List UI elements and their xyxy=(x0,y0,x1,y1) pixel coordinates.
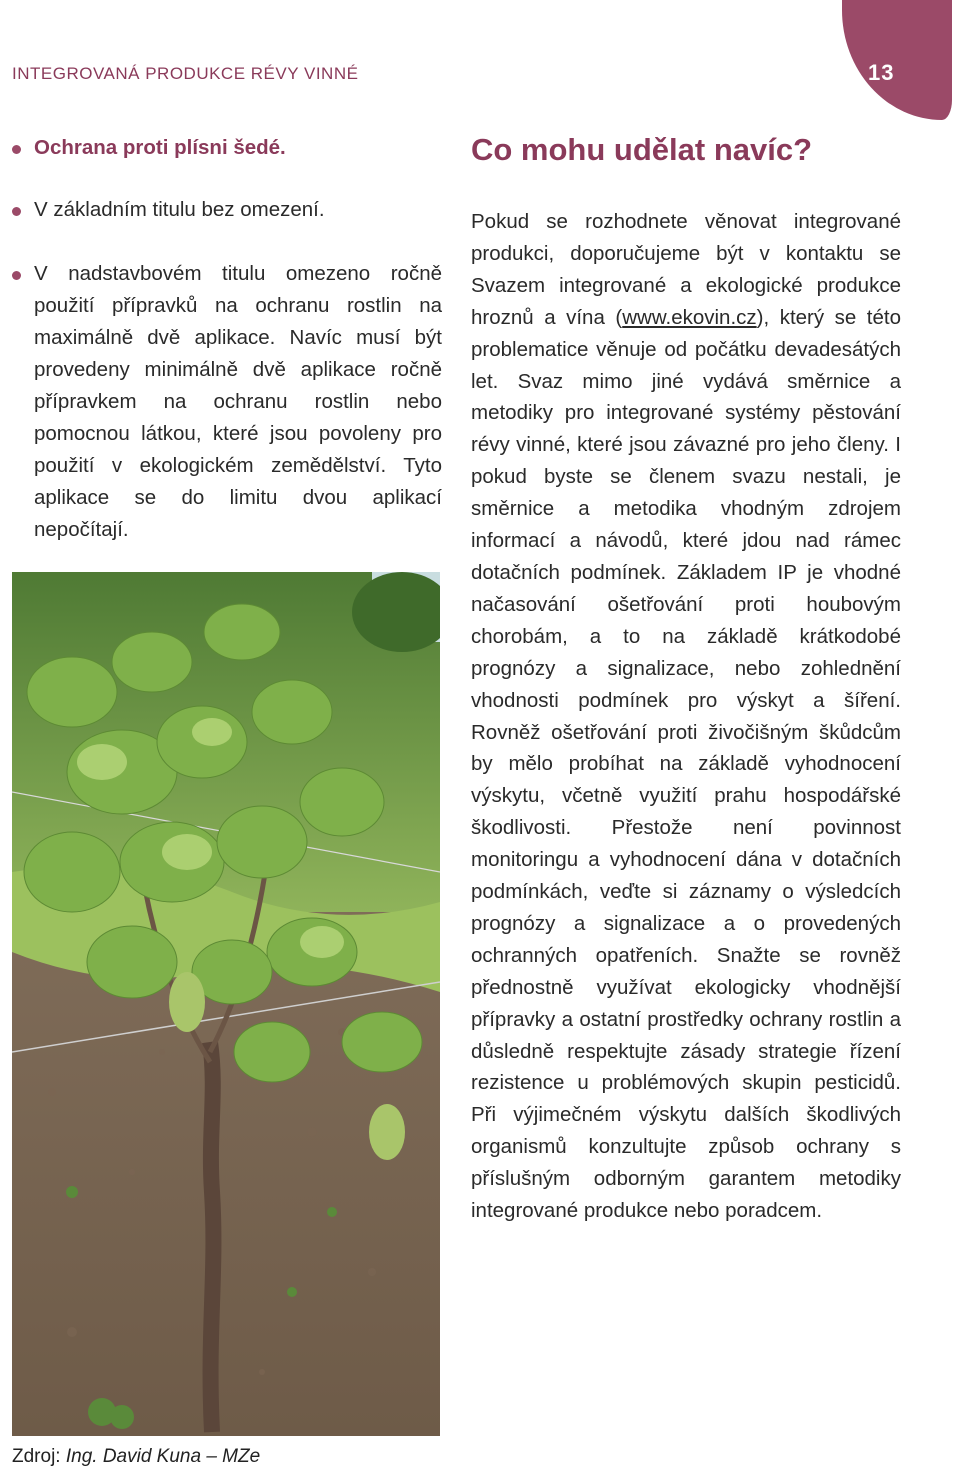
bullet-icon xyxy=(12,145,21,154)
bullet-item-gray-mold xyxy=(10,132,442,164)
vineyard-photo xyxy=(12,572,440,1436)
ekovin-link[interactable]: www.ekovin.cz xyxy=(622,305,757,329)
caption-prefix: Zdroj: xyxy=(12,1446,61,1467)
caption-author: Ing. David Kuna – MZe xyxy=(65,1446,261,1467)
left-column xyxy=(10,132,442,546)
bullet-icon xyxy=(12,207,21,216)
photo-caption xyxy=(12,1446,260,1468)
bullet-text: V nadstavbovém titulu omezeno ročně použití přípravků na ochranu rostlin na maximálně dvě aplikace. Navíc musí být provedeny minimálně dvě aplikace ročně přípravkem na ochranu rostlin nebo pomocnou látkou, které jsou povoleny pro použití v ekologickém zemědělství. Tyto aplikace se do limitu dvou aplikací nepočítají. xyxy=(34,262,442,541)
section-body xyxy=(471,206,901,1227)
right-column xyxy=(471,130,901,1227)
body-text-part: ), který se této problematice věnuje od počátku devadesátých let. Svaz mimo jiné vydává směrnice a metodiky pro integrované systémy pěstování révy vinné, které jsou závazné pro jeho členy. I pokud byste se členem svazu nestali, je směrnice a metodika vhodným zdrojem informací a návodů, které jdou nad rámec dotačních podmínek. Základem IP je vhodné načasování ošetřování proti houbovým chorobám, a to na základě krátkodobé prognózy a signalizace, nebo zohlednění vhodnosti podmínek pro výskyt a šíření. Rovněž ošetřování proti živočišným škůdcům by mělo probíhat na základě vyhodnocení výskytu, včetně využití prahu hospodářské škodlivosti. Přestože není povinnost monitoringu a vyhodnocení dána v dotačních podmínkách, veďte si záznamy o výsledcích prognózy a signalizace a o provedených ochranných opatřeních. Snažte se rovněž přednostně využívat ekologicky vhodnější přípravky a ostatní prostředky ochrany rostlin a důsledně respektujte zásady strategie řízení rezistence u problémových skupin pesticidů. Při výjimečném výskytu dalších škodlivých organismů konzultujte způsob ochrany s příslušným odborným garantem metodiky integrované produkce nebo poradcem. xyxy=(471,305,901,1223)
bullet-text: V základním titulu bez omezení. xyxy=(34,198,325,221)
running-title: INTEGROVANÁ PRODUKCE RÉVY VINNÉ xyxy=(12,64,359,83)
page-number: 13 xyxy=(868,60,895,85)
body-text-part: Pokud se rozhodnete věnovat integrované produkci, doporučujeme být v kontaktu se Svazem integrované a ekologické produkce hroznů a vína ( xyxy=(471,210,901,329)
section-heading: Co mohu udělat navíc? xyxy=(471,132,813,167)
bullet-text: Ochrana proti plísni šedé. xyxy=(34,136,286,159)
bullet-item-advanced-title xyxy=(10,258,442,546)
grapevine-illustration xyxy=(12,572,440,1436)
bullet-icon xyxy=(12,271,21,280)
bullet-item-basic-title xyxy=(10,194,442,226)
